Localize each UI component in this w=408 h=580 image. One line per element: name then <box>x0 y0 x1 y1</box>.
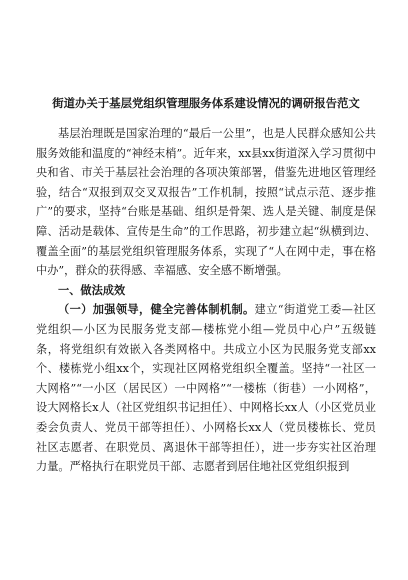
document-title: 街道办关于基层党组织管理服务体系建设情况的调研报告范文 <box>52 96 360 110</box>
section-heading: 一、做法成效 <box>58 283 126 297</box>
subsection-heading: （一）加强领导，健全完善体制机制。 <box>58 303 255 317</box>
intro-paragraph: 基层治理既是国家治理的“最后一公里”，也是人民群众感知公共服务效能和温度的“神经末梢”。近年来，xx县xx街道深入学习贯彻中央和省、市关于基层社会治理的各项决策部署，借鉴先进地区管理经验，结合“双报到双交叉双报告”工作机制，按照“试点示范、逐步推广”的要求，坚持“台账是基础、组织是骨架、选人是关键、制度是保障、活动是载体、宣传是生命”的工作思路，初步建立起“纵横到边、覆盖全面”的基层党组织管理服务体系，实现了“人在网中走，事在格中办”，群众的获得感、幸福感、安全感不断增强。 <box>36 127 376 278</box>
subsection-paragraph <box>36 300 376 476</box>
subsection-body: 建立“街道党工委—社区党组织—小区为民服务党支部—楼栋党小组—党员中心户”五级链条，将党组织有效嵌入各类网格中。共成立小区为民服务党支部xx个、楼栋党小组xx个，实现社区网格党组织全覆盖。坚持“一社区一大网格”“一小区（居民区）一中网格”“一楼栋（街巷）一小网格”，设大网格长x人（社区党组织书记担任）、中网格长xx人（小区党员业委会负责人、党员干部等担任）、小网格长xx人（党员楼栋长、党员社区志愿者、在职党员、离退休干部等担任），进一步夯实社区治理力量。严格执行在职党员干部、志愿者到居住地社区党组织报到 <box>36 303 376 474</box>
